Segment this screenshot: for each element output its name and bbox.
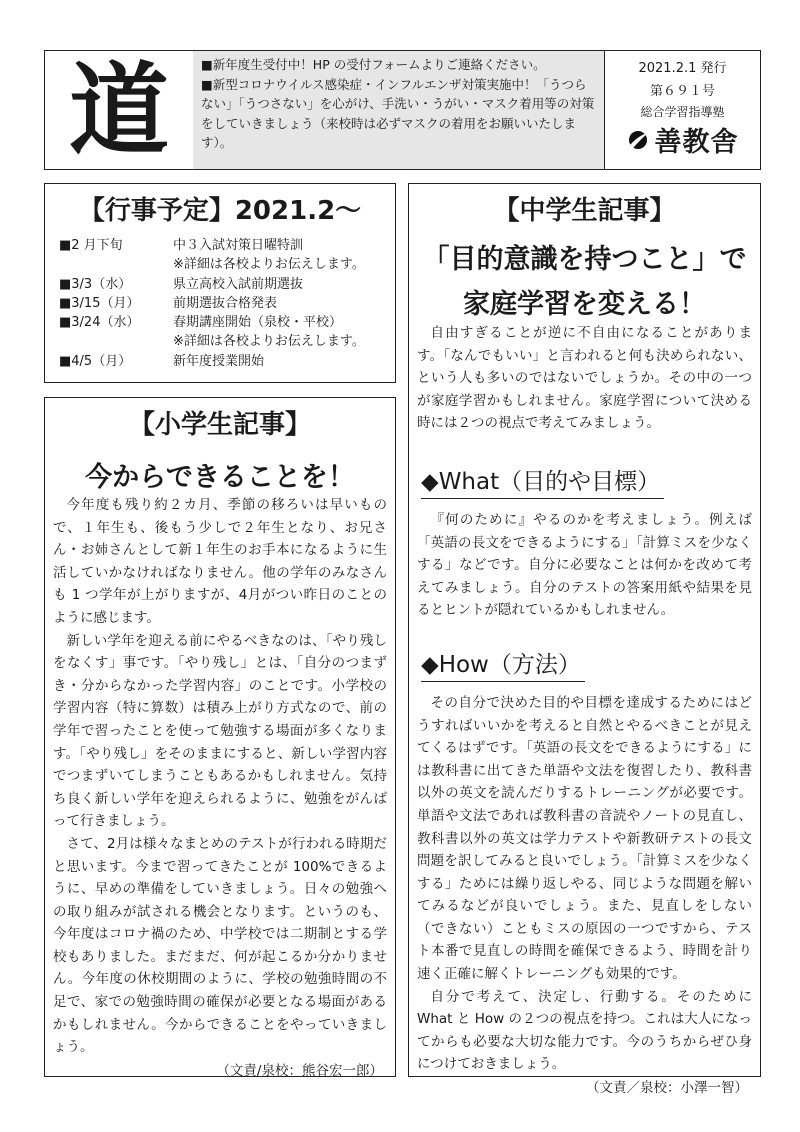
schedule-note: ※詳細は各校よりお伝えします。	[173, 257, 365, 273]
schedule-item	[59, 352, 385, 371]
schedule-item	[59, 313, 385, 332]
how-paragraph: その自分で決めた目的や目標を達成するためにはどうすればいいかを考えると自然とやるべきことが見えてくるはずです。「英語の長文をできるようにする」には教科書に出てきた単語や文法を復習したり、教科書以外の英文を読んだりするトレーニングが必要です。単語や文法であれば教科書の音読やノートの見直し、教科書以外の英文は学力テストや新教研テストの長文問題を訳してみると良いでしょう。「計算ミスを少なくする」ためには繰り返しやる、同じような問題を解いてみるなどが良いでしょう。また、見直しをしない（できない）こともミスの原因の一つですから、テスト本番で見直しの時間を確保できるよう、時間を計り速く正確に解くトレーニングも効果的です。	[417, 694, 752, 983]
schedule-date: ■3/15（月）	[59, 295, 140, 311]
elementary-headline: 今からできることを！	[85, 462, 355, 493]
issue-date: 2021.2.1 発行	[638, 61, 727, 76]
masthead	[44, 50, 761, 170]
notice-panel	[193, 51, 605, 169]
notice-enrollment: ■新年度生受付中！HP の受付フォームよりご連絡ください。	[201, 57, 546, 72]
closing-paragraph: 自分で考えて、決定し、行動する。そのために What と How の２つの視点を持つ。これは大人になってからも必要な大切な能力です。今のうちからぜひ身につけておきましょう。	[417, 988, 752, 1073]
article-paragraph: 新しい学年を迎える前にやるべきなのは、「やり残しをなくす」事です。「やり残し」とは、「自分のつまずき・分からなかった学習内容」のことです。小学校の学習内容（特に算数）は積み上がり方式なので、前の学年で習ったことを使って勉強する場面が多くなります。「やり残し」をそのままにすると、新しい学習内容でつまずいてしまうこともあるかもしれません。気持ち良く新しい学年を迎えられるように、勉強をがんばって行きましょう。	[53, 632, 387, 830]
article-paragraph: 今年度も残り約２カ月、季節の移ろいは早いもので、１年生も、後もう少しで２年生となり、お兄さん・お姉さんとして新１年生のお手本になるように生活していかなければなりません。他の学年のみなさんも 1 つ学年が上がりますが、4月がつい昨日のことのように感じます。	[53, 497, 387, 626]
elementary-body	[53, 494, 387, 1079]
middle-school-article	[408, 183, 761, 1097]
middle-body	[417, 322, 752, 1096]
middle-title: 【中学生記事】	[493, 196, 676, 226]
schedule-box	[44, 183, 396, 383]
schedule-list	[59, 236, 385, 371]
schedule-item	[59, 275, 385, 294]
school-name: 善教舎	[654, 127, 739, 158]
newsletter-logo	[45, 51, 194, 169]
issue-number: 第６９１号	[649, 84, 715, 99]
article-intro: 自由すぎることが逆に不自由になることがあります。「なんでもいい」と言われると何も決められない、という人も多いのではないでしょうか。その中の一つが家庭学習かもしれません。家庭学習について決める時には２つの視点で考えてみましょう。	[417, 325, 752, 432]
middle-headline-line1: 「目的意識を持つこと」で	[422, 244, 747, 275]
school-logo	[605, 120, 760, 159]
schedule-item	[59, 294, 385, 313]
middle-headline-line2: 家庭学習を変える！	[463, 289, 706, 320]
schedule-item	[59, 236, 385, 255]
elementary-article	[44, 397, 396, 1077]
section-heading-what: ◆What（目的や目標）	[421, 463, 664, 499]
schedule-event: 前期選抜合格発表	[173, 295, 278, 311]
schedule-event: 春期講座開始（泉校・平校）	[173, 315, 343, 331]
what-paragraph: 『何のために』やるのかを考えましょう。例えば「英語の長文をできるようにする」「計算ミスを少なくする」などです。自分に必要なことは何かを改めて考えてみましょう。自分のテストの答案用紙や結果を見るとヒントが隠れているかもしれません。	[417, 511, 752, 619]
schedule-title: 【行事予定】2021.2〜	[78, 196, 362, 226]
article-paragraph: さて、2月は様々なまとめのテストが行われる時期だと思います。今まで習ってきたことが 100%できるように、早めの準備をしていきましょう。日々の勉強への取り組みが試される機会となります。というのも、今年度はコロナ禍のため、中学校では二期制とする学校もありました。まだまだ、何が起こるか分かりません。今年度の休校期間のように、学校の勉強時間の不足で、家での勉強時間の確保が必要となる場面があるかもしれません。今からできることをやっていきましょう。	[53, 835, 387, 1056]
schedule-date: ■4/5（月）	[59, 353, 132, 369]
logo-character: 道	[69, 51, 169, 169]
schedule-note: ※詳細は各校よりお伝えします。	[173, 334, 365, 350]
schedule-event: 中３入試対策日曜特訓	[173, 238, 304, 253]
schedule-event: 新年度授業開始	[173, 353, 265, 369]
section-heading-how: ◆How（方法）	[421, 646, 585, 682]
schedule-date: ■3/24（水）	[59, 315, 140, 331]
article-credit: （文責／泉校：小澤一智）	[586, 1080, 748, 1097]
article-credit: （文責/泉校：熊谷宏一郎）	[216, 1062, 383, 1079]
school-swoosh-icon	[627, 129, 649, 151]
schedule-event: 県立高校入試前期選抜	[173, 276, 304, 292]
issue-info	[605, 51, 760, 169]
schedule-date: ■2 月下旬	[59, 238, 123, 253]
notice-covid: ■新型コロナウイルス感染症・インフルエンザ対策実施中！「うつらない」「うつさない」を心がけ、手洗い・うがい・マスク着用等の対策をしていきましょう（来校時は必ずマスクの着用をお願いいたします）。	[201, 76, 595, 150]
school-subtitle: 総合学習指導塾	[640, 105, 725, 119]
elementary-title: 【小学生記事】	[128, 410, 311, 440]
schedule-date: ■3/3（水）	[59, 276, 132, 292]
